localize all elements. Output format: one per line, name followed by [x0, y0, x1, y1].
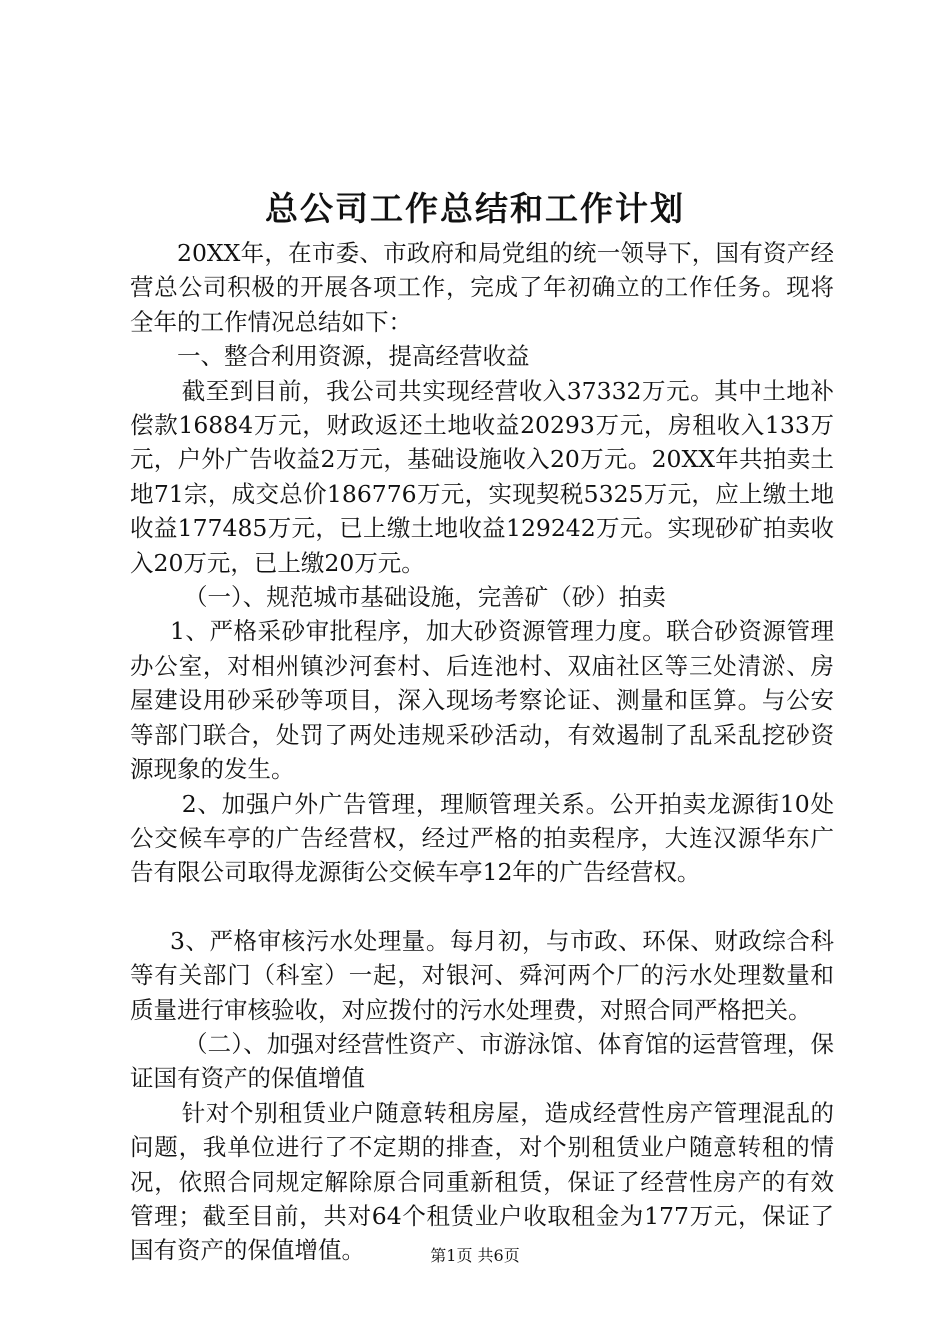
- rental-paragraph: 针对个别租赁业户随意转租房屋，造成经营性房产管理混乱的问题，我单位进行了不定期的排查，对个别租赁业户随意转租的情况，依照合同规定解除原合同重新租赁，保证了经营性房产的有效管理；截至目前，共对64个租赁业户收取租金为177万元，保证了国有资产的保值增值。: [130, 1098, 834, 1265]
- document-title: 总公司工作总结和工作计划: [265, 189, 685, 228]
- intro-paragraph: 20XX年，在市委、市政府和局党组的统一领导下，国有资产经营总公司积极的开展各项工作，完成了年初确立的工作任务。现将全年的工作情况总结如下：: [130, 239, 834, 336]
- advertising-paragraph: 2、加强户外广告管理，理顺管理关系。公开拍卖龙源街10处公交候车亭的广告经营权，经过严格的拍卖程序，大连汉源华东广告有限公司取得龙源街公交候车亭12年的广告经营权。: [130, 789, 834, 887]
- sewage-paragraph: 3、严格审核污水处理量。每月初，与市政、环保、财政综合科等有关部门（科室）一起，对银河、舜河两个厂的污水处理数量和质量进行审核验收，对应拨付的污水处理费，对照合同严格把关。: [130, 926, 834, 1024]
- income-paragraph: 截至到目前，我公司共实现经营收入37332万元。其中土地补偿款16884万元，财政返还土地收益20293万元，房租收入133万元，户外广告收益2万元，基础设施收入20万元。20XX年共拍卖土地71宗，成交总价186776万元，实现契税5325万元，应上缴土地收益177485万元，已上缴土地收益129242万元。实现砂矿拍卖收入20万元，已上缴20万元。: [130, 376, 834, 577]
- paragraph-gap: [130, 890, 834, 924]
- subsection-heading-1: （一）、规范城市基础设施，完善矿（砂）拍卖: [184, 583, 666, 612]
- sand-management-paragraph: 1、严格采砂审批程序，加大砂资源管理力度。联合砂资源管理办公室，对相州镇沙河套村、后连池村、双庙社区等三处清淤、房屋建设用砂采砂等项目，深入现场考察论证、测量和匡算。与公安等部门联合，处罚了两处违规采砂活动，有效遏制了乱采乱挖砂资源现象的发生。: [130, 617, 834, 784]
- subsection-heading-2: （二）、加强对经营性资产、市游泳馆、体育馆的运营管理，保证国有资产的保值增值: [130, 1029, 834, 1093]
- section-heading-1: 一、整合利用资源，提高经营收益: [177, 342, 530, 371]
- document-body: [130, 236, 834, 1268]
- page-footer: 第1页 共6页: [430, 1246, 520, 1265]
